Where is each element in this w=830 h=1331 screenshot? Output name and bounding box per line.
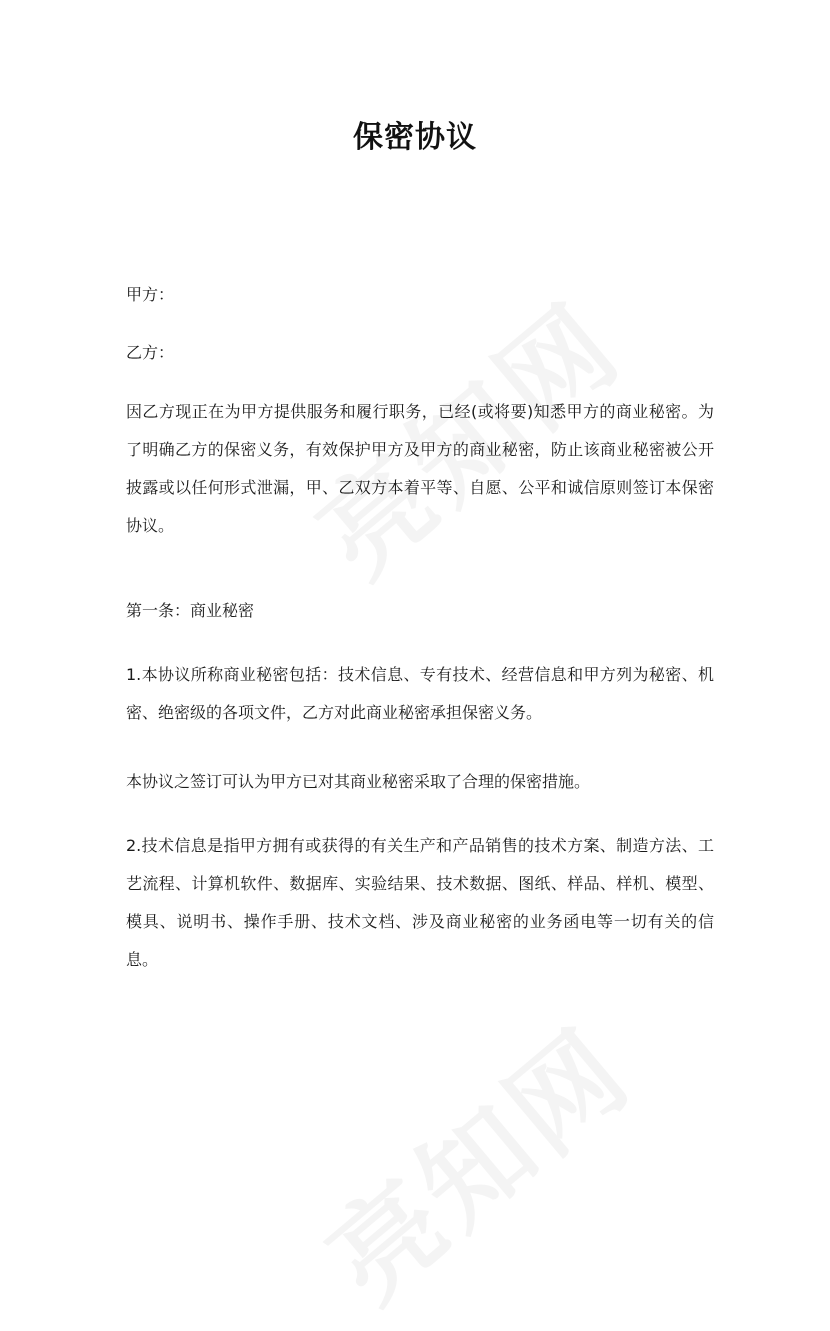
article-1-heading: 第一条：商业秘密 <box>126 601 255 620</box>
clause-2-paragraph: 2.技术信息是指甲方拥有或获得的有关生产和产品销售的技术方案、制造方法、工艺流程、计算机软件、数据库、实验结果、技术数据、图纸、样品、样机、模型、模具、说明书、操作手册、技术文档、涉及商业秘密的业务函电等一切有关的信息。 <box>126 836 714 969</box>
intro-paragraph: 因乙方现正在为甲方提供服务和履行职务，已经(或将要)知悉甲方的商业秘密。为了明确乙方的保密义务，有效保护甲方及甲方的商业秘密，防止该商业秘密被公开披露或以任何形式泄漏，甲、乙双方本着平等、自愿、公平和诚信原则签订本保密协议。 <box>126 402 714 535</box>
party-b-line: 乙方： <box>126 343 175 362</box>
watermark <box>290 987 658 1331</box>
clause-1-note-paragraph: 本协议之签订可认为甲方已对其商业秘密采取了合理的保密措施。 <box>126 772 591 791</box>
document-title: 保密协议 <box>353 120 477 155</box>
party-a-line: 甲方： <box>126 285 175 304</box>
clause-1-paragraph: 1.本协议所称商业秘密包括：技术信息、专有技术、经营信息和甲方列为秘密、机密、绝密级的各项文件，乙方对此商业秘密承担保密义务。 <box>126 665 714 722</box>
